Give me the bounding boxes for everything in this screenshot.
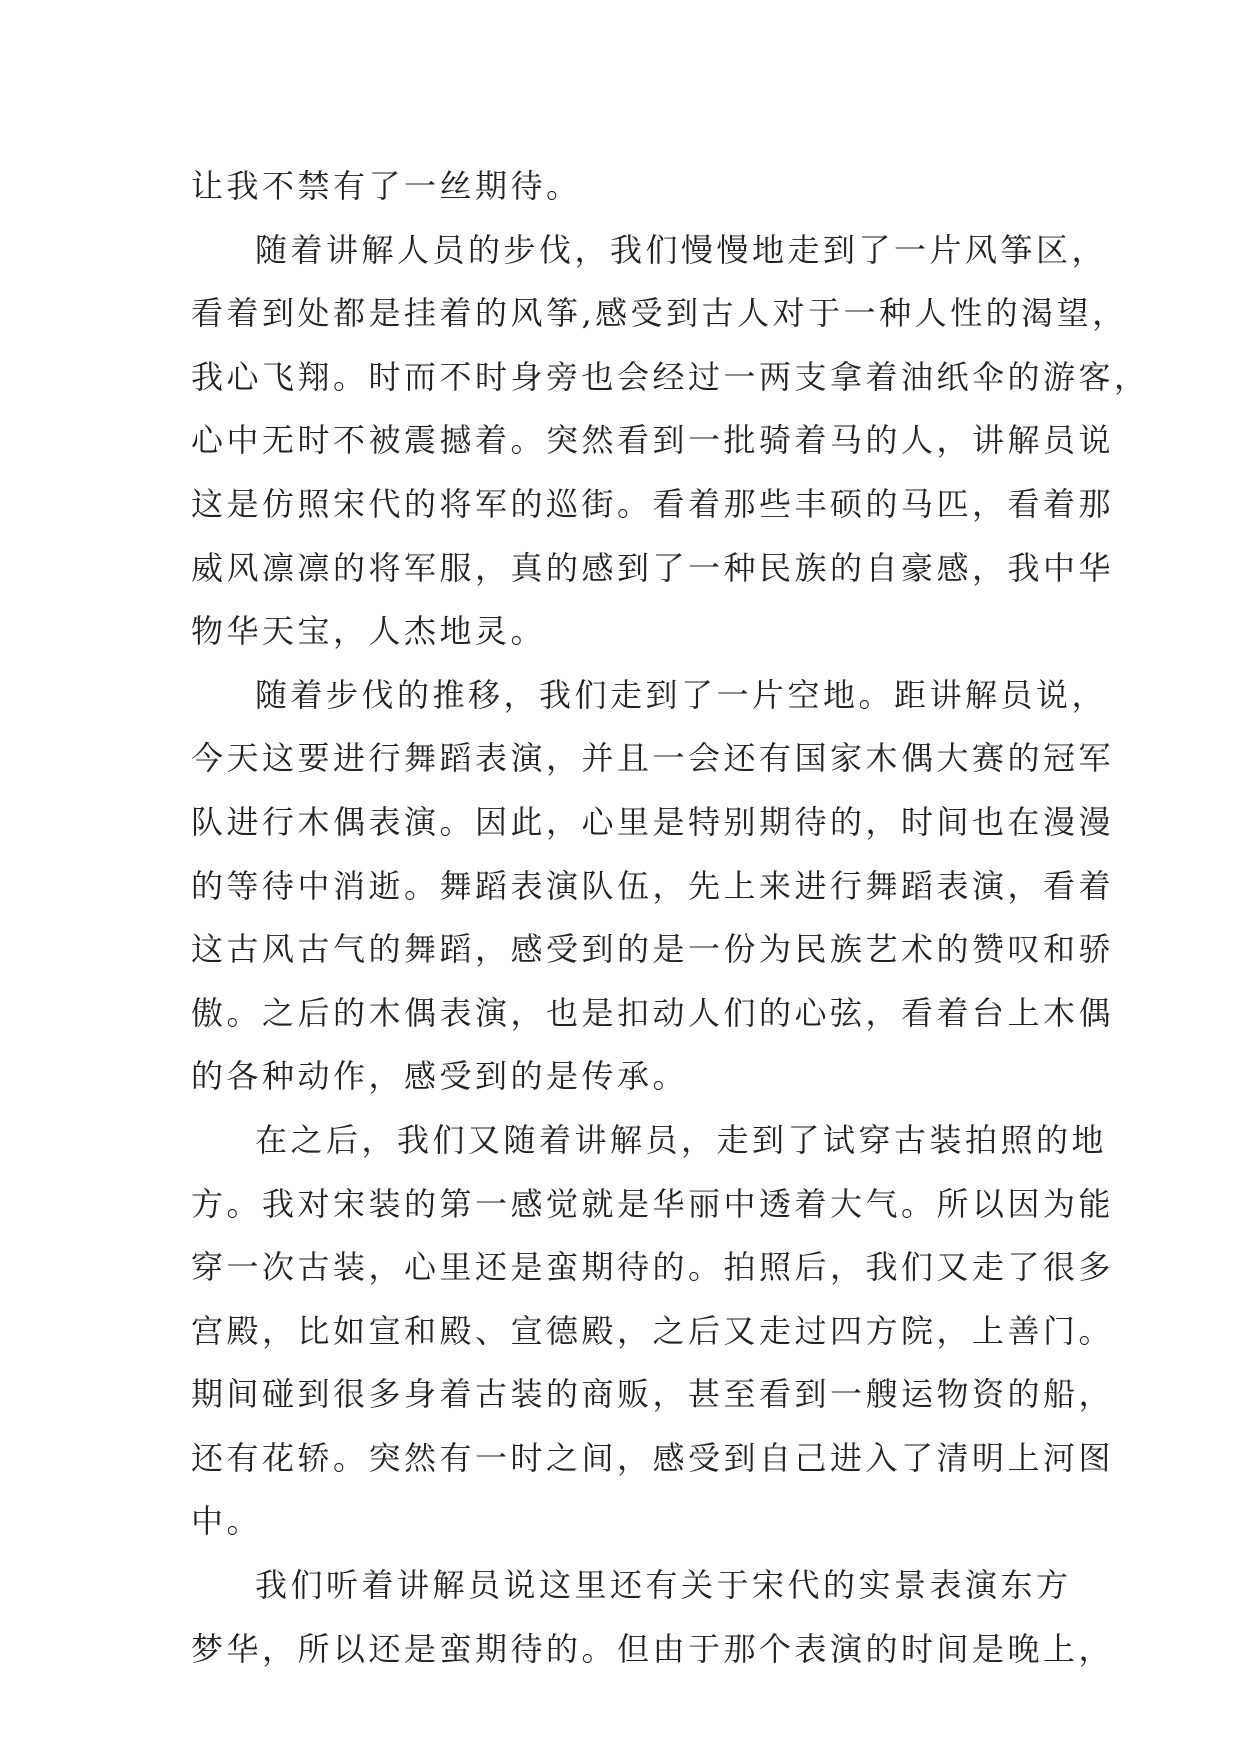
text-line: 物华天宝，人杰地灵。 (191, 612, 547, 651)
text-line: 心中无时不被震撼着。突然看到一批骑着马的人，讲解员说 (191, 421, 1115, 460)
text-line: 我心飞翔。时而不时身旁也会经过一两支拿着油纸伞的游客， (191, 357, 1150, 396)
text-line: 在之后，我们又随着讲解员，走到了试穿古装拍照的地 (255, 1120, 1108, 1159)
text-line: 队进行木偶表演。因此，心里是特别期待的，时间也在漫漫 (191, 802, 1115, 841)
text-line: 我们听着讲解员说这里还有关于宋代的实景表演东方 (255, 1566, 1072, 1605)
text-line: 方。我对宋装的第一感觉就是华丽中透着大气。所以因为能 (191, 1184, 1115, 1223)
text-line: 今天这要进行舞蹈表演，并且一会还有国家木偶大赛的冠军 (191, 739, 1115, 778)
text-line: 的等待中消逝。舞蹈表演队伍，先上来进行舞蹈表演，看着 (191, 866, 1115, 905)
body-text (191, 155, 1150, 1681)
text-line: 傲。之后的木偶表演，也是扣动人们的心弦，看着台上木偶 (191, 993, 1115, 1032)
text-line: 的各种动作，感受到的是传承。 (191, 1057, 689, 1096)
text-line: 梦华，所以还是蛮期待的。但由于那个表演的时间是晚上， (191, 1629, 1115, 1668)
text-line: 还有花轿。突然有一时之间，感受到自己进入了清明上河图 (191, 1438, 1115, 1477)
text-line: 期间碰到很多身着古装的商贩，甚至看到一艘运物资的船， (191, 1375, 1115, 1414)
text-line: 这是仿照宋代的将军的巡街。看着那些丰硕的马匹，看着那 (191, 484, 1115, 523)
text-line: 穿一次古装，心里还是蛮期待的。拍照后，我们又走了很多 (191, 1248, 1115, 1287)
text-line: 中。 (191, 1502, 263, 1541)
text-line: 看着到处都是挂着的风筝,感受到古人对于一种人性的渴望， (191, 294, 1128, 333)
text-line: 随着讲解人员的步伐，我们慢慢地走到了一片风筝区， (255, 230, 1108, 269)
text-line: 这古风古气的舞蹈，感受到的是一份为民族艺术的赞叹和骄 (191, 930, 1115, 969)
text-line: 威风凛凛的将军服，真的感到了一种民族的自豪感，我中华 (191, 548, 1115, 587)
text-line: 让我不禁有了一丝期待。 (191, 167, 582, 205)
text-line: 宫殿，比如宣和殿、宣德殿，之后又走过四方院，上善门。 (191, 1311, 1115, 1350)
text-line: 随着步伐的推移，我们走到了一片空地。距讲解员说， (255, 675, 1108, 714)
